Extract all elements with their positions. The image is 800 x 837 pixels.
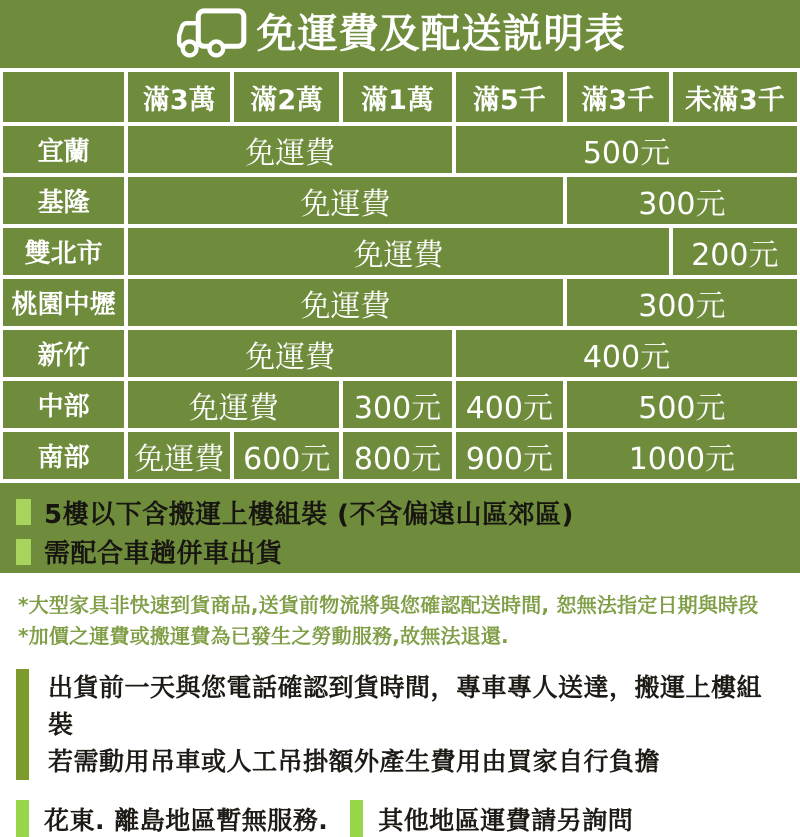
- service-note-text: 花東. 離島地區暫無服務.: [44, 805, 329, 835]
- fee-cell: 300元: [343, 381, 452, 428]
- service-note-item: [350, 800, 633, 837]
- column-header: 未滿3千: [673, 72, 797, 122]
- service-note-text: 其他地區運費請另詢問: [378, 805, 634, 835]
- note-bar-icon: [350, 800, 363, 837]
- fee-cell: 400元: [456, 381, 563, 428]
- delivery-note-text: [48, 669, 784, 780]
- title-bar: [0, 0, 800, 68]
- delivery-truck-icon: [175, 8, 249, 60]
- fee-cell: 300元: [567, 279, 797, 326]
- table-corner-cell: [3, 72, 124, 122]
- note-text: 5樓以下含搬運上樓組裝 (不含偏遠山區郊區): [44, 499, 574, 530]
- fee-cell: 免運費: [128, 330, 452, 377]
- fee-cell: 500元: [567, 381, 797, 428]
- service-notes: [16, 800, 800, 837]
- region-label: 雙北市: [3, 228, 124, 275]
- footnote-line: *加價之運費或搬運費為已發生之勞動服務,故無法退還.: [18, 624, 509, 648]
- region-label: 中部: [3, 381, 124, 428]
- delivery-note-line1: 出貨前一天與您電話確認到貨時間，專車專人送達，搬運上樓組裝: [48, 673, 763, 739]
- fee-cell: 400元: [456, 330, 797, 377]
- note-bar-icon: [16, 669, 29, 780]
- shipping-fee-table: [0, 72, 800, 479]
- fee-cell: 500元: [456, 126, 797, 173]
- delivery-note: [16, 669, 784, 780]
- fee-cell: 600元: [234, 432, 339, 479]
- note-bar-icon: [16, 800, 29, 837]
- fee-cell: 免運費: [128, 381, 339, 428]
- fee-cell: 1000元: [567, 432, 797, 479]
- service-note-item: [16, 800, 328, 837]
- bullet-square-icon: [16, 499, 31, 525]
- region-label: 新竹: [3, 330, 124, 377]
- fee-cell: 900元: [456, 432, 563, 479]
- fee-cell: 免運費: [128, 228, 668, 275]
- note-line: [16, 533, 800, 570]
- page-title: 免運費及配送説明表: [256, 11, 626, 57]
- fee-cell: 300元: [567, 177, 797, 224]
- fee-cell: 免運費: [128, 126, 452, 173]
- column-header: 滿3萬: [128, 72, 230, 122]
- fee-cell: 800元: [343, 432, 452, 479]
- panel-notes: [0, 483, 800, 573]
- fee-cell: 免運費: [128, 177, 562, 224]
- region-label: 基隆: [3, 177, 124, 224]
- note-text: 需配合車趟併車出貨: [44, 539, 283, 570]
- footnote-line: *大型家具非快速到貨商品,送貨前物流將與您確認配送時間, 恕無法指定日期與時段: [18, 593, 759, 617]
- lower-section: [0, 590, 800, 837]
- fee-cell: 免運費: [128, 279, 562, 326]
- fee-cell: 200元: [673, 228, 797, 275]
- column-header: 滿2萬: [234, 72, 339, 122]
- note-line: [16, 494, 800, 531]
- column-header: 滿1萬: [343, 72, 452, 122]
- region-label: 桃園中壢: [3, 279, 124, 326]
- column-header: 滿5千: [456, 72, 563, 122]
- bullet-square-icon: [16, 539, 31, 565]
- fee-cell: 免運費: [128, 432, 230, 479]
- delivery-note-line2: 若需動用吊車或人工吊掛額外產生費用由買家自行負擔: [48, 747, 661, 776]
- region-label: 南部: [3, 432, 124, 479]
- column-header: 滿3千: [567, 72, 669, 122]
- footnotes: [18, 590, 792, 652]
- region-label: 宜蘭: [3, 126, 124, 173]
